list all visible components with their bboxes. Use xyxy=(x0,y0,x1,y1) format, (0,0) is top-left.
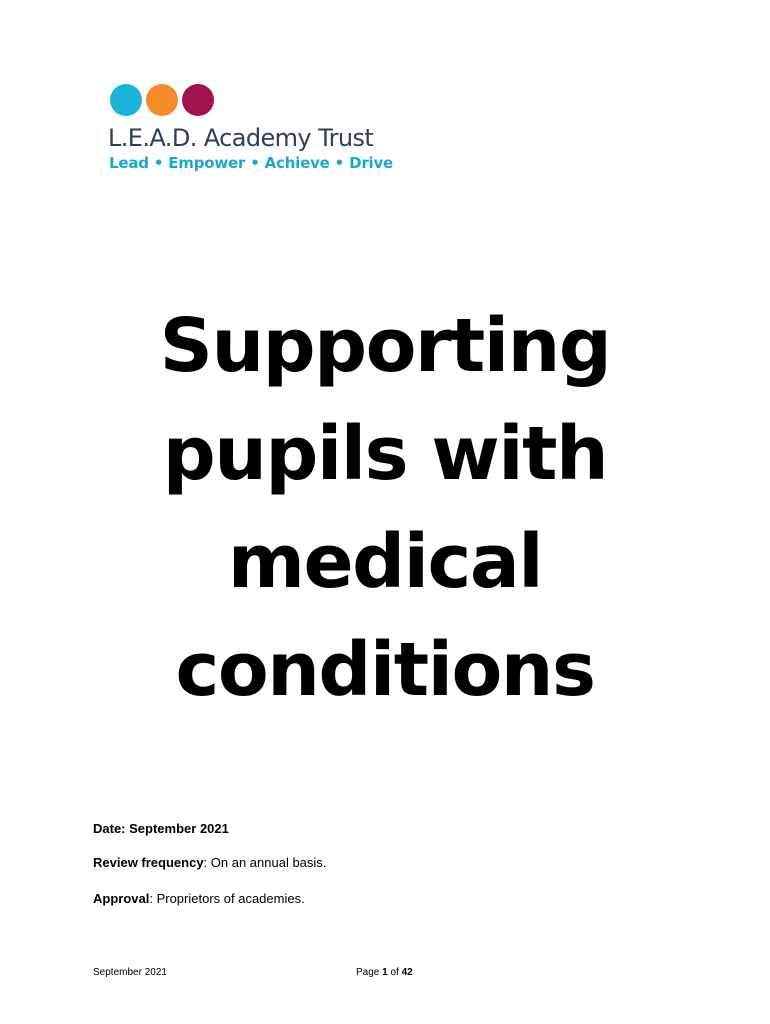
approval-line xyxy=(93,891,305,907)
logo-name: L.E.A.D. Academy Trust xyxy=(108,124,374,152)
approval-value: : Proprietors of academies. xyxy=(149,891,305,906)
date-label: Date: xyxy=(93,821,126,836)
page-total: 42 xyxy=(401,967,413,978)
logo-dot-orange xyxy=(146,84,178,116)
logo-tagline: Lead • Empower • Achieve • Drive xyxy=(109,154,394,172)
page-of: of xyxy=(390,967,399,978)
title-line: Supporting xyxy=(159,303,611,389)
title-line: pupils with xyxy=(162,411,608,497)
date-value: September 2021 xyxy=(129,821,229,836)
page-number xyxy=(356,967,413,979)
footer-date: September 2021 xyxy=(93,967,167,978)
document-title xyxy=(0,292,770,724)
review-frequency-value: : On an annual basis. xyxy=(203,855,327,870)
date-line xyxy=(93,821,229,837)
logo-dot-blue xyxy=(110,84,142,116)
title-line: medical xyxy=(227,519,543,605)
page-current: 1 xyxy=(382,967,388,978)
page-prefix: Page xyxy=(356,967,380,978)
approval-label: Approval xyxy=(93,891,150,906)
logo xyxy=(108,84,408,184)
title-line: conditions xyxy=(175,627,595,713)
review-frequency-label: Review frequency xyxy=(93,855,204,870)
logo-dot-plum xyxy=(182,84,214,116)
review-frequency-line xyxy=(93,855,326,871)
